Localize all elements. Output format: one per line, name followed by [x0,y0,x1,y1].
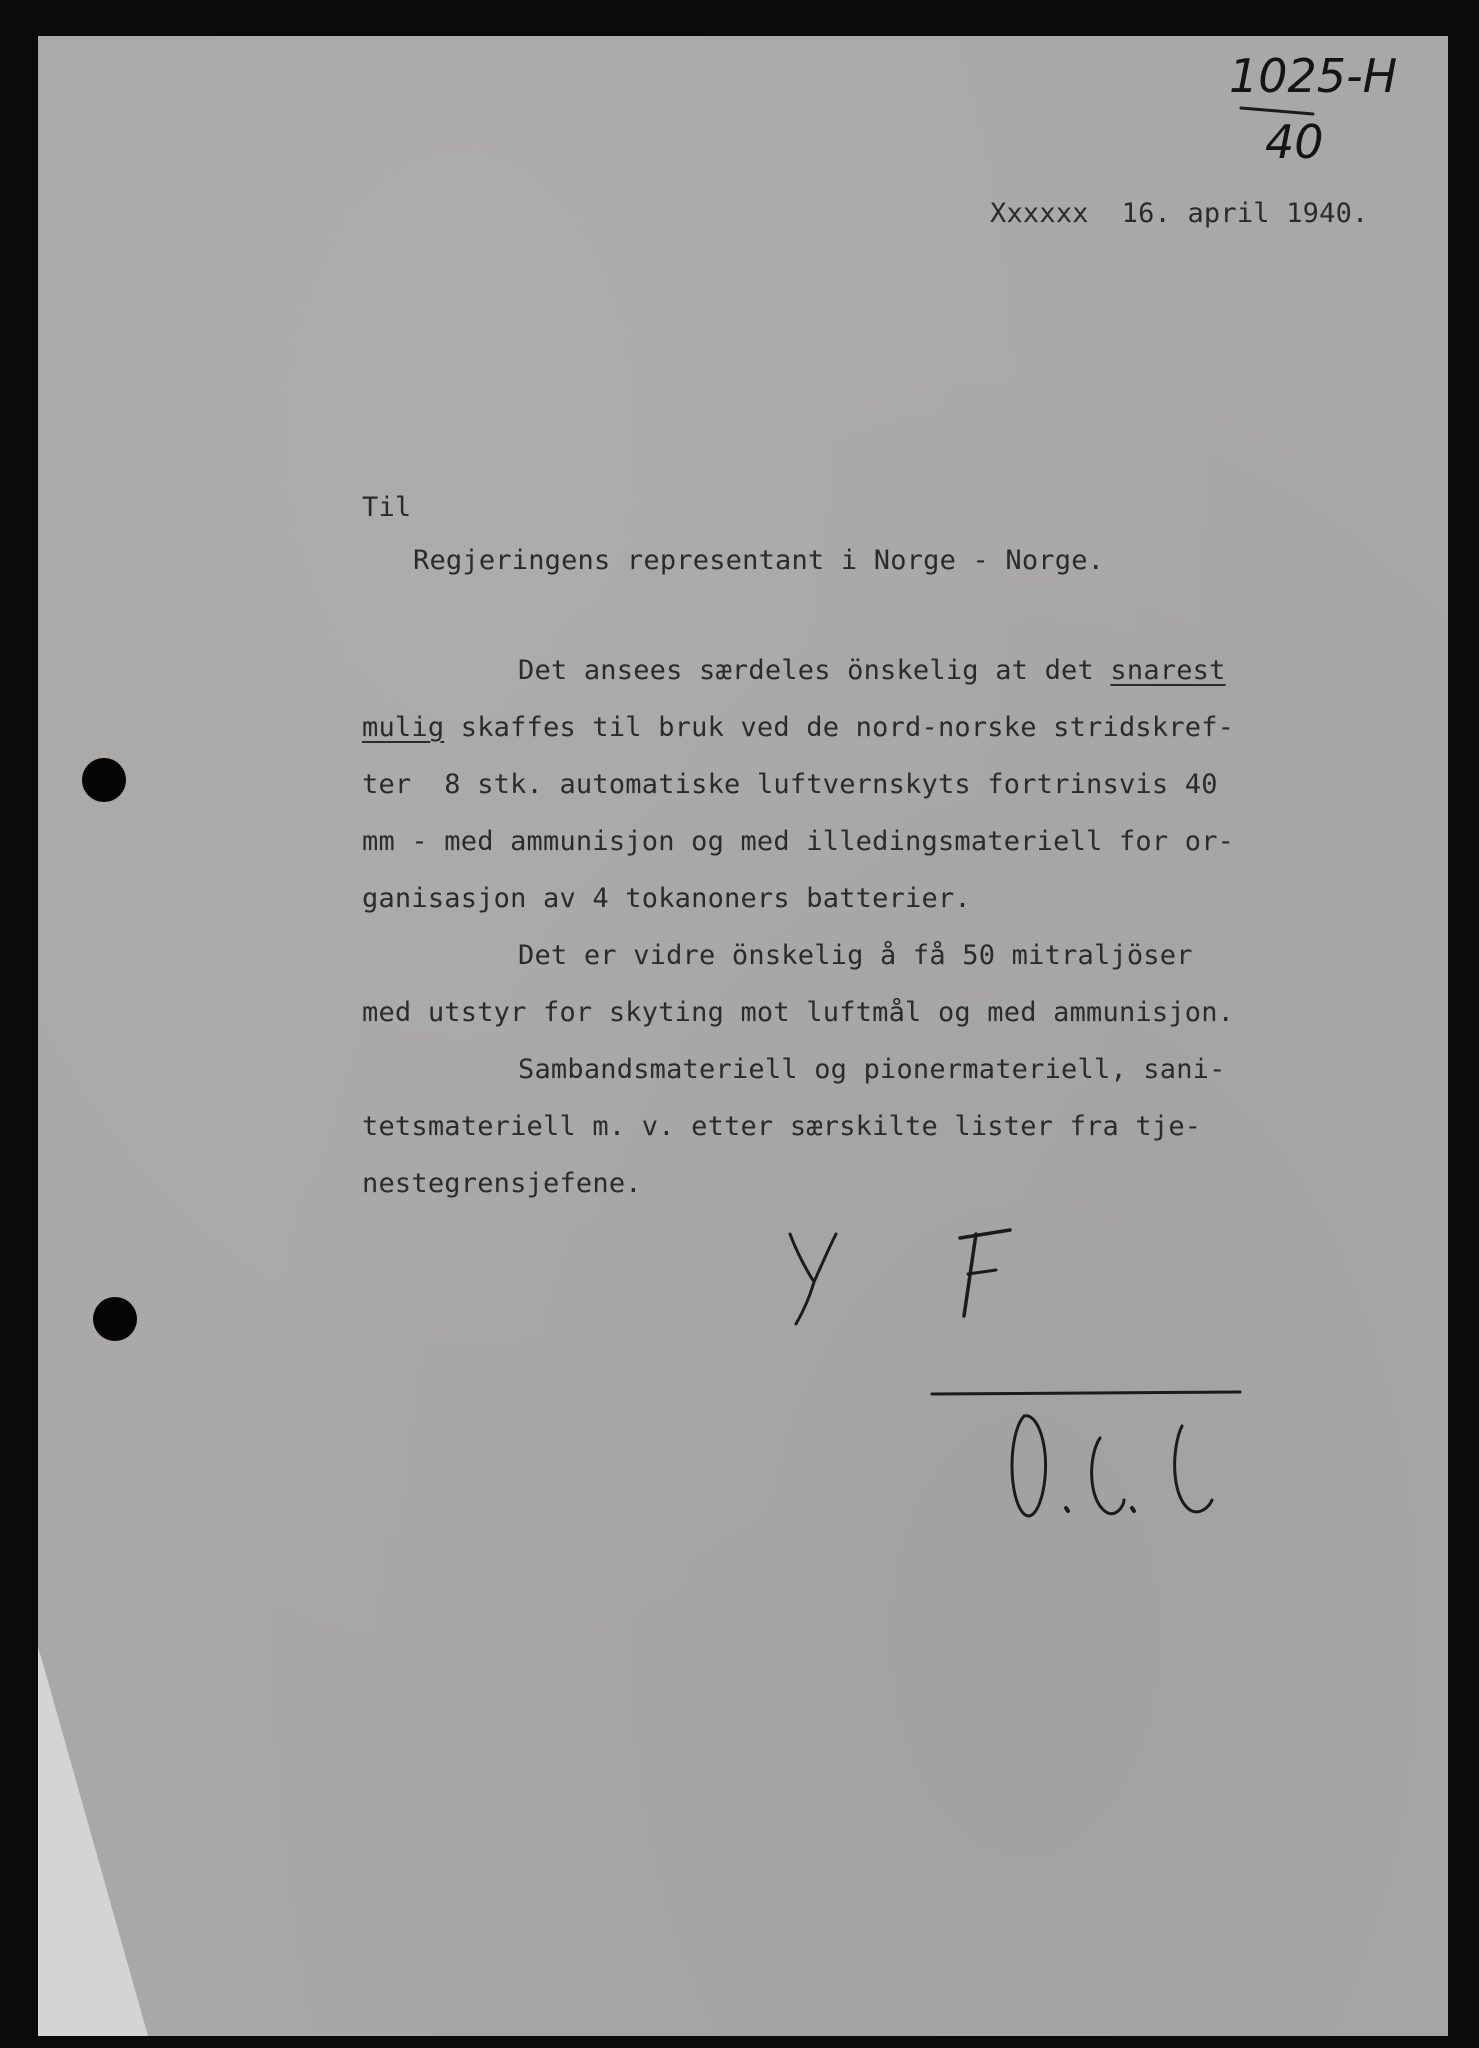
body-line [362,712,1234,743]
date-line: Xxxxxx 16. april 1940. [990,198,1369,229]
signature [920,1380,1260,1540]
body-text-segment: tetsmateriell m. v. etter særskilte lister fra tje- [362,1111,1202,1142]
body-text-segment: med utstyr for skyting mot luftmål og med ammunisjon. [362,997,1235,1028]
body-line [362,1168,642,1199]
body-text-segment: ter 8 stk. automatiske luftvernskyts fortrinsvis 40 [362,769,1218,800]
salutation: Til [362,492,412,523]
handwritten-reference [1225,40,1405,170]
body-line [362,997,1234,1028]
underlined-phrase: mulig [362,712,445,743]
recipient-line: Regjeringens representant i Norge - Norge. [413,545,1105,576]
body-line [518,655,1226,686]
body-text-segment: mm - med ammunisjon og med illedingsmateriell for or- [362,826,1235,857]
body-line [362,1111,1201,1142]
handwritten-initials [770,1220,1090,1330]
body-text-segment: nestegrensjefene. [362,1168,642,1199]
underlined-phrase: snarest [1110,655,1226,686]
punch-hole-top [82,758,126,802]
body-text-segment: Det ansees særdeles önskelig at det [518,655,1111,686]
body-line [518,940,1193,971]
body-text-segment: Det er vidre önskelig å få 50 mitraljöser [518,940,1193,971]
body-text-segment: ganisasjon av 4 tokanoners batterier. [362,883,971,914]
body-text-segment: Sambandsmateriell og pionermateriell, sani- [518,1054,1226,1085]
reference-year: 40 [1265,115,1324,169]
punch-hole-bottom [93,1297,137,1341]
body-line [362,883,971,914]
body-text-segment: skaffes til bruk ved de nord-norske stridskref- [444,712,1235,743]
reference-number: 1025-H [1229,49,1398,103]
body-line [362,769,1218,800]
body-line [518,1054,1226,1085]
body-line [362,826,1234,857]
paper-sheet [38,36,1448,2036]
